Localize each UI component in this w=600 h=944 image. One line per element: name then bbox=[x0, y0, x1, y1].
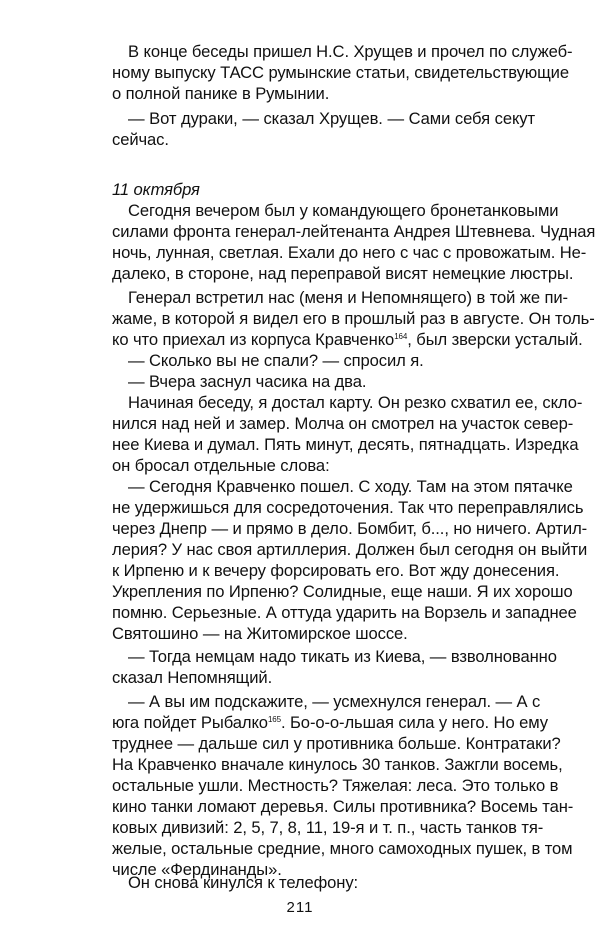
text-line: числе «Фердинанды». bbox=[112, 860, 282, 879]
date-heading: 11 октября bbox=[112, 180, 200, 199]
footnote-ref: 165 bbox=[267, 715, 281, 724]
text-line: Укрепления по Ирпеню? Солидные, еще наши. Я их хорошо bbox=[112, 582, 573, 601]
text-line: нее Киева и думал. Пять минут, десять, пятнадцать. Изредка bbox=[112, 435, 579, 454]
text-line: ночь, лунная, светлая. Ехали до него с час с провожатым. Не- bbox=[112, 243, 587, 262]
text-line: нился над ней и замер. Молча он смотрел на участок север- bbox=[112, 414, 574, 433]
text-line: жаме, в которой я видел его в прошлый раз в августе. Он толь- bbox=[112, 309, 595, 328]
text-line: Генерал встретил нас (меня и Непомнящего) в той же пи- bbox=[128, 288, 568, 307]
text-line bbox=[112, 329, 583, 350]
text-line: не удержишься для сосредоточения. Так что переправлялись bbox=[112, 498, 584, 517]
text-line: — Вчера заснул часика на два. bbox=[128, 372, 367, 391]
text-segment: , был зверски усталый. bbox=[407, 330, 583, 349]
text-line: В конце беседы пришел Н.С. Хрущев и прочел по служеб- bbox=[128, 42, 573, 61]
text-line: далеко, в стороне, над переправой висят немецкие люстры. bbox=[112, 264, 574, 283]
text-line bbox=[112, 712, 548, 733]
text-line: желые, остальные средние, много самоходных пушек, в том bbox=[112, 839, 573, 858]
text-line: труднее — дальше сил у противника больше. Контратаки? bbox=[112, 734, 561, 753]
text-line: — Сегодня Кравченко пошел. С ходу. Там на этом пятачке bbox=[128, 477, 573, 496]
text-line: — Сколько вы не спали? — спросил я. bbox=[128, 351, 424, 370]
text-segment: ко что приехал из корпуса Кравченко bbox=[112, 330, 395, 349]
text-line: к Ирпеню и к вечеру форсировать его. Вот жду донесения. bbox=[112, 561, 560, 580]
footnote-ref: 164 bbox=[394, 332, 408, 341]
text-line: сказал Непомнящий. bbox=[112, 668, 273, 687]
text-line: Начиная беседу, я достал карту. Он резко схватил ее, скло- bbox=[128, 393, 583, 412]
text-line: На Кравченко вначале кинулось 30 танков. Зажгли восемь, bbox=[112, 755, 563, 774]
text-line: помню. Серьезные. А оттуда ударить на Ворзель и западнее bbox=[112, 603, 577, 622]
text-line: Святошино — на Житомирское шоссе. bbox=[112, 624, 408, 643]
text-segment: юга пойдет Рыбалко bbox=[112, 713, 268, 732]
text-segment: . Бо-о-о-льшая сила у него. Но ему bbox=[281, 713, 548, 732]
text-line: через Днепр — и прямо в дело. Бомбит, б..., но ничего. Артил- bbox=[112, 519, 588, 538]
text-line: ковых дивизий: 2, 5, 7, 8, 11, 19-я и т. п., часть танков тя- bbox=[112, 818, 544, 837]
text-line: Он снова кинулся к телефону: bbox=[128, 873, 359, 892]
text-line: он бросал отдельные слова: bbox=[112, 456, 330, 475]
text-line: — А вы им подскажите, — усмехнулся генерал. — А с bbox=[128, 692, 541, 711]
text-line: Сегодня вечером был у командующего бронетанковыми bbox=[128, 201, 559, 220]
text-line: — Вот дураки, — сказал Хрущев. — Сами себя секут bbox=[128, 109, 535, 128]
text-line: — Тогда немцам надо тикать из Киева, — взволнованно bbox=[128, 647, 557, 666]
text-line: о полной панике в Румынии. bbox=[112, 84, 330, 103]
text-line: лерия? У нас своя артиллерия. Должен был сегодня он выйти bbox=[112, 540, 588, 559]
text-line: силами фронта генерал-лейтенанта Андрея Штевнева. Чудная bbox=[112, 222, 596, 241]
text-line: остальные ушли. Местность? Тяжелая: леса. Это только в bbox=[112, 776, 559, 795]
text-line: сейчас. bbox=[112, 130, 169, 149]
text-line: ному выпуску ТАСС румынские статьи, свидетельствующие bbox=[112, 63, 569, 82]
text-line: кино танки ломают деревья. Силы противника? Восемь тан- bbox=[112, 797, 574, 816]
page-number: 211 bbox=[286, 899, 314, 916]
